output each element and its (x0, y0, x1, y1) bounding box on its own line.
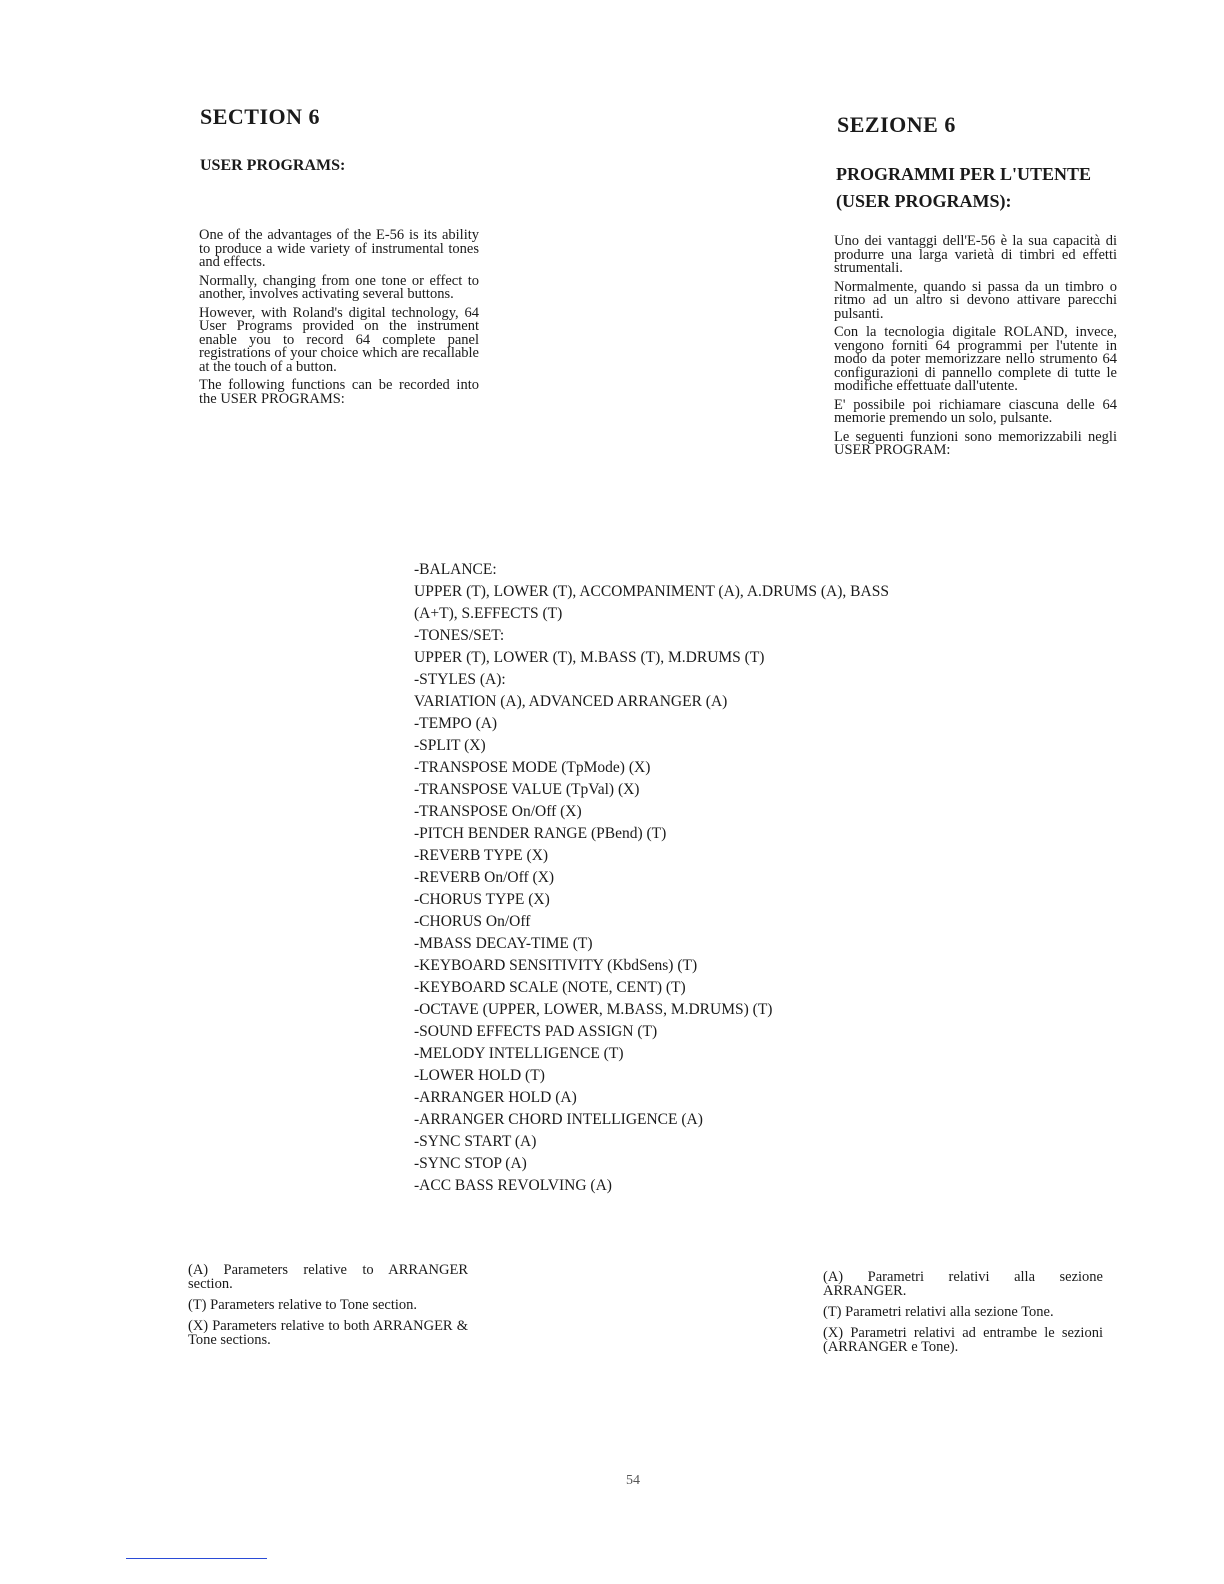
intro-it-paragraph: E' possibile poi richiamare ciascuna delle 64 memorie premendo un solo, pulsante. (834, 396, 1117, 426)
list-item: -SYNC STOP (A) (414, 1155, 527, 1172)
list-item: -SYNC START (A) (414, 1133, 537, 1150)
subtitle-it (836, 161, 1091, 215)
intro-it-paragraph: Con la tecnologia digitale ROLAND, invece, vengono forniti 64 programmi per l'utente in modo da poter memorizzare nello strumento 64 configurazioni di pannello complete di tutte le modifiche effettuate dall'utente. (834, 324, 1117, 394)
intro-it-paragraph: Uno dei vantaggi dell'E-56 è la sua capacità di produrre una larga varietà di timbri ed effetti strumentali. (834, 233, 1117, 276)
intro-it-paragraph: Normalmente, quando si passa da un timbro o ritmo ad un altro si devono attivare parecchi pulsanti. (834, 278, 1117, 322)
bottom-rule (126, 1558, 267, 1559)
list-item: -REVERB TYPE (X) (414, 847, 549, 864)
footnote-it: (T) Parametri relativi alla sezione Tone. (823, 1304, 1054, 1320)
list-item: -OCTAVE (UPPER, LOWER, M.BASS, M.DRUMS) (T) (414, 1001, 773, 1018)
list-item: -MBASS DECAY-TIME (T) (414, 935, 593, 952)
list-item: -CHORUS On/Off (414, 913, 531, 930)
list-item: -TRANSPOSE MODE (TpMode) (X) (414, 759, 651, 776)
list-item: -SPLIT (X) (414, 737, 486, 754)
footnote-it: (A) Parametri relativi alla sezione ARRANGER. (823, 1269, 1103, 1299)
list-item: -PITCH BENDER RANGE (PBend) (T) (414, 825, 667, 842)
list-item: -SOUND EFFECTS PAD ASSIGN (T) (414, 1023, 658, 1040)
list-item: -ARRANGER CHORD INTELLIGENCE (A) (414, 1111, 703, 1128)
subtitle-it-line2: (USER PROGRAMS): (836, 191, 1012, 211)
list-item: (A+T), S.EFFECTS (T) (414, 605, 563, 622)
list-item: -CHORUS TYPE (X) (414, 891, 550, 908)
intro-en-paragraph: Normally, changing from one tone or effect to another, involves activating several buttons. (199, 272, 479, 302)
section-title-en: SECTION 6 (200, 104, 321, 129)
intro-en-paragraph: One of the advantages of the E-56 is its ability to produce a wide variety of instrumental tones and effects. (199, 227, 479, 270)
list-item: UPPER (T), LOWER (T), M.BASS (T), M.DRUMS (T) (414, 649, 765, 666)
footnote-en: (X) Parameters relative to both ARRANGER & Tone sections. (188, 1318, 468, 1348)
subtitle-it-line1: PROGRAMMI PER L'UTENTE (836, 164, 1092, 184)
footnotes-it (823, 1270, 1103, 1361)
list-item: -STYLES (A): (414, 671, 506, 688)
intro-it (834, 235, 1117, 463)
list-item: -BALANCE: (414, 561, 497, 578)
list-item: -MELODY INTELLIGENCE (T) (414, 1045, 624, 1062)
footnote-it: (X) Parametri relativi ad entrambe le sezioni (ARRANGER e Tone). (823, 1325, 1103, 1355)
list-item: -TONES/SET: (414, 627, 505, 644)
intro-it-paragraph: Le seguenti funzioni sono memorizzabili negli USER PROGRAM: (834, 428, 1117, 458)
list-item: -ACC BASS REVOLVING (A) (414, 1177, 612, 1194)
page-number: 54 (626, 1473, 640, 1488)
subtitle-en: USER PROGRAMS: (200, 157, 346, 174)
list-item: -KEYBOARD SCALE (NOTE, CENT) (T) (414, 979, 686, 996)
list-item: -REVERB On/Off (X) (414, 869, 555, 886)
footnote-en: (A) Parameters relative to ARRANGER section. (188, 1262, 468, 1292)
list-item: VARIATION (A), ADVANCED ARRANGER (A) (414, 693, 728, 710)
intro-en (199, 229, 479, 411)
footnote-en: (T) Parameters relative to Tone section. (188, 1297, 418, 1313)
list-item: -ARRANGER HOLD (A) (414, 1089, 577, 1106)
intro-en-paragraph: However, with Roland's digital technology, 64 User Programs provided on the instrument enable you to record 64 complete panel registrations of your choice which are recallable at the touch of a button. (199, 304, 479, 375)
list-item: UPPER (T), LOWER (T), ACCOMPANIMENT (A), A.DRUMS (A), BASS (414, 583, 889, 600)
list-item: -LOWER HOLD (T) (414, 1067, 545, 1084)
list-item: -TRANSPOSE VALUE (TpVal) (X) (414, 781, 640, 798)
list-item: -TEMPO (A) (414, 715, 498, 732)
list-item: -TRANSPOSE On/Off (X) (414, 803, 582, 820)
section-title-it: SEZIONE 6 (837, 112, 956, 137)
function-list (414, 559, 1014, 1197)
intro-en-paragraph: The following functions can be recorded into the USER PROGRAMS: (199, 377, 479, 407)
list-item: -KEYBOARD SENSITIVITY (KbdSens) (T) (414, 957, 698, 974)
footnotes-en (188, 1263, 468, 1354)
